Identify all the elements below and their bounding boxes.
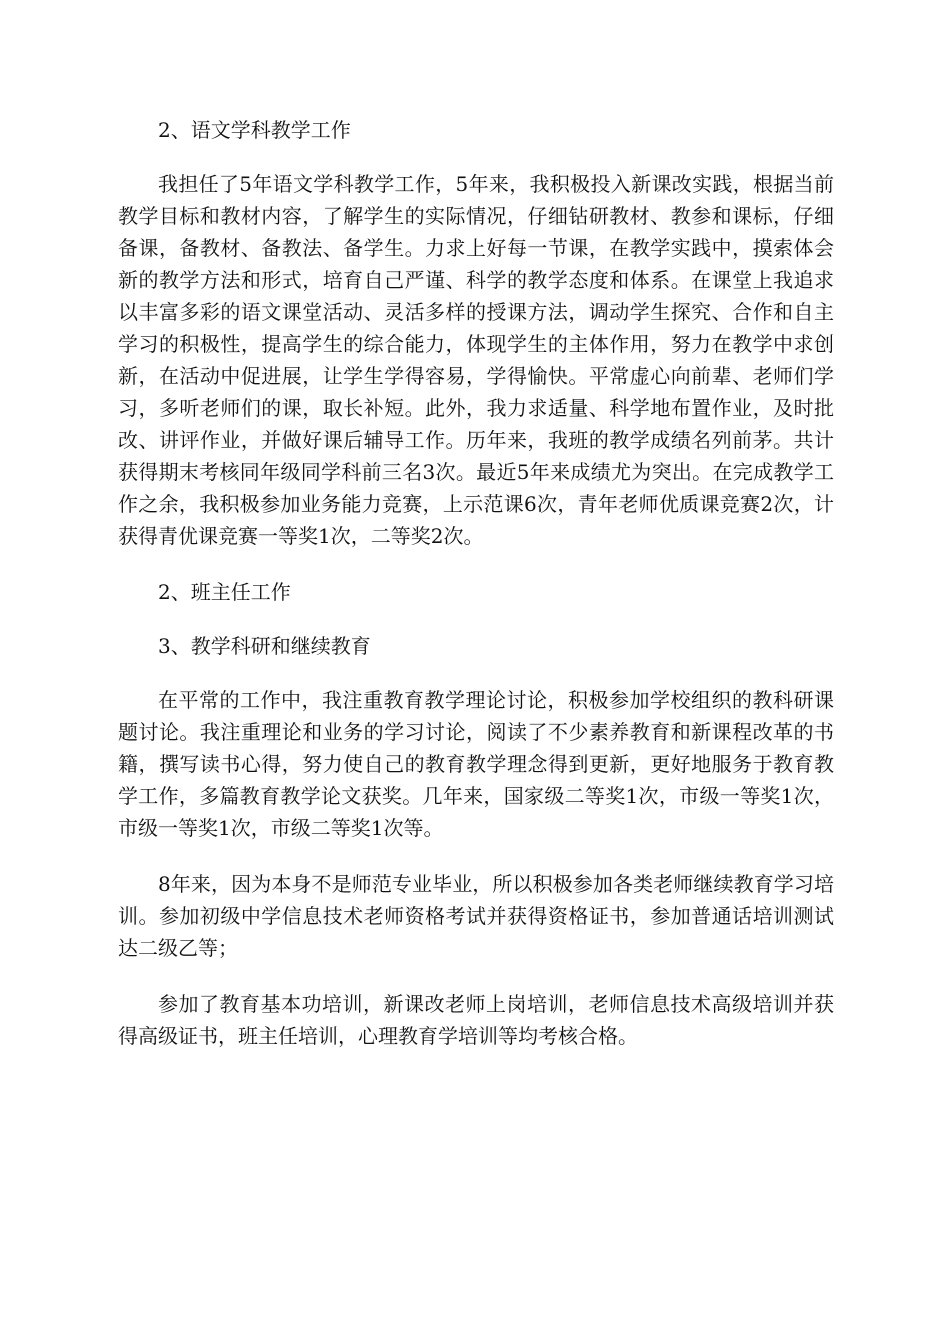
section-heading-class-teacher: 2、班主任工作 [158,580,291,604]
document-page [118,114,834,1076]
paragraph-research: 在平常的工作中，我注重教育教学理论讨论，积极参加学校组织的教科研课题讨论。我注重理论和业务的学习讨论，阅读了不少素养教育和新课程改革的书籍，撰写读书心得，努力使自己的教育教学理念得到更新，更好地服务于教育教学工作，多篇教育教学论文获奖。几年来，国家级二等奖1次，市级一等奖1次，市级一等奖1次，市级二等奖1次等。 [118,688,834,840]
paragraph-continuing-education: 8年来，因为本身不是师范专业毕业，所以积极参加各类老师继续教育学习培训。参加初级中学信息技术老师资格考试并获得资格证书，参加普通话培训测试达二级乙等； [118,872,834,960]
paragraph-chinese-teaching: 我担任了5年语文学科教学工作，5年来，我积极投入新课改实践，根据当前教学目标和教材内容，了解学生的实际情况，仔细钻研教材、教参和课标，仔细备课，备教材、备教法、备学生。力求上好每一节课，在教学实践中，摸索体会新的教学方法和形式，培育自己严谨、科学的教学态度和体系。在课堂上我追求以丰富多彩的语文课堂活动、灵活多样的授课方法，调动学生探究、合作和自主学习的积极性，提高学生的综合能力，体现学生的主体作用，努力在教学中求创新，在活动中促进展，让学生学得容易，学得愉快。平常虚心向前辈、老师们学习，多听老师们的课，取长补短。此外，我力求适量、科学地布置作业，及时批改、讲评作业，并做好课后辅导工作。历年来，我班的教学成绩名列前茅。共计获得期末考核同年级同学科前三名3次。最近5年来成绩尤为突出。在完成教学工作之余，我积极参加业务能力竞赛，上示范课6次，青年老师优质课竞赛2次，计获得青优课竞赛一等奖1次，二等奖2次。 [118,172,834,548]
paragraph-training-courses: 参加了教育基本功培训，新课改老师上岗培训，老师信息技术高级培训并获得高级证书，班主任培训，心理教育学培训等均考核合格。 [118,992,834,1048]
section-heading-research: 3、教学科研和继续教育 [158,634,371,658]
section-heading-chinese-teaching: 2、语文学科教学工作 [158,118,351,142]
